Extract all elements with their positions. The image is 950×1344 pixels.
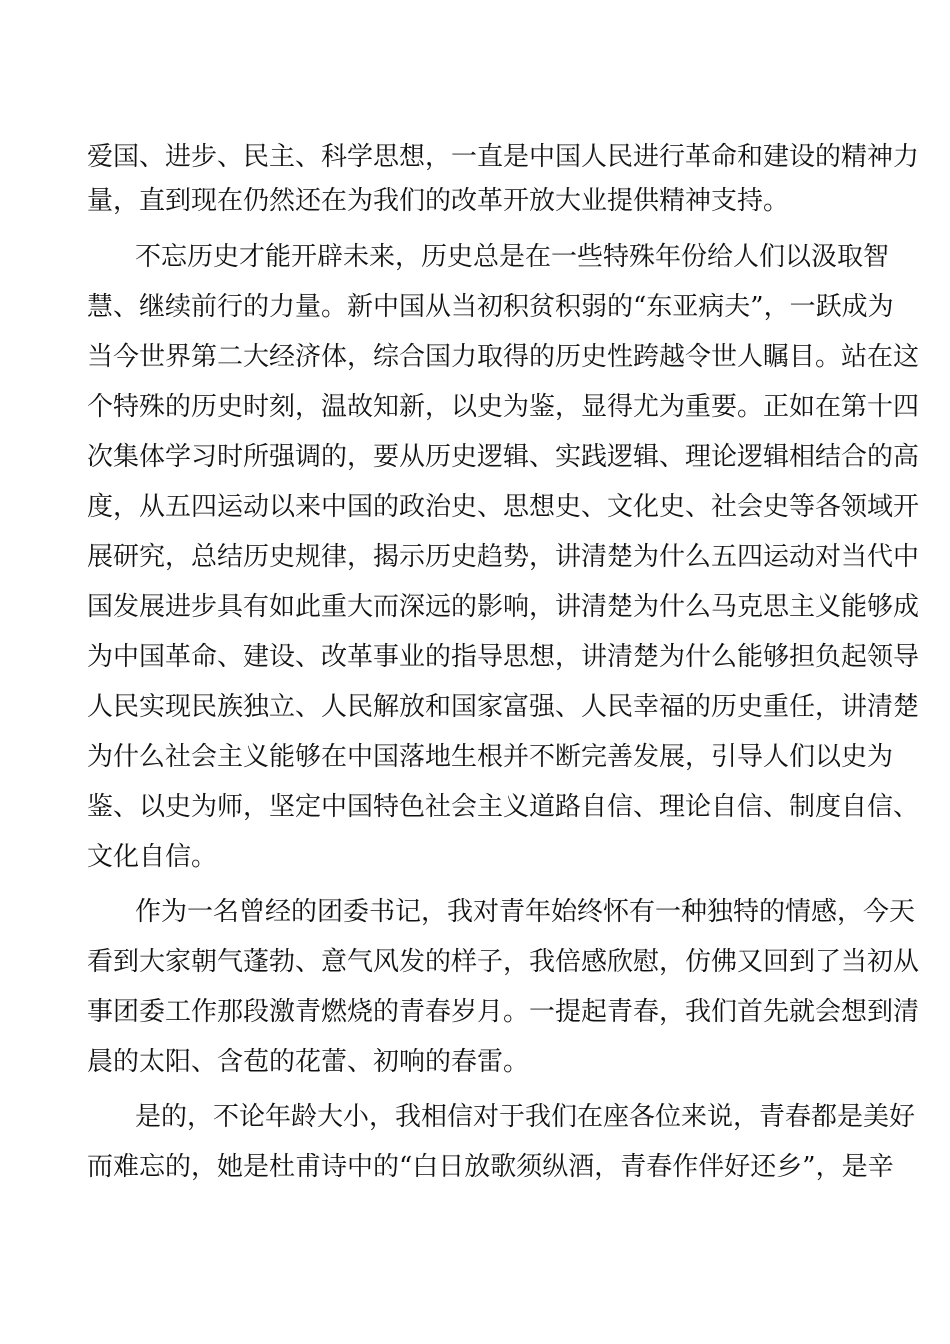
paragraph-line: 作为一名曾经的团委书记，我对青年始终怀有一种独特的情感，今天 — [135, 897, 916, 927]
paragraph-line: 是的，不论年龄大小，我相信对于我们在座各位来说，青春都是美好 — [135, 1102, 916, 1132]
paragraph-line: 晨的太阳、含苞的花蕾、初响的春雷。 — [87, 1047, 530, 1077]
paragraph-line: 文化自信。 — [87, 842, 218, 872]
paragraph-line: 不忘历史才能开辟未来，历史总是在一些特殊年份给人们以汲取智 — [135, 242, 890, 272]
paragraph-line: 个特殊的历史时刻，温故知新，以史为鉴，显得尤为重要。正如在第十四 — [87, 392, 920, 422]
paragraph-line: 事团委工作那段激青燃烧的青春岁月。一提起青春，我们首先就会想到清 — [87, 997, 920, 1027]
paragraph-line: 国发展进步具有如此重大而深远的影响，讲清楚为什么马克思主义能够成 — [87, 592, 920, 622]
paragraph-line: 鉴、以史为师，坚定中国特色社会主义道路自信、理论自信、制度自信、 — [87, 792, 920, 822]
paragraph-line: 量，直到现在仍然还在为我们的改革开放大业提供精神支持。 — [87, 186, 790, 216]
paragraph-line: 度，从五四运动以来中国的政治史、思想史、文化史、社会史等各领域开 — [87, 492, 920, 522]
paragraph-line: 慧、继续前行的力量。新中国从当初积贫积弱的“东亚病夫”，一跃成为 — [87, 292, 894, 322]
paragraph-line: 为中国革命、建设、改革事业的指导思想，讲清楚为什么能够担负起领导 — [87, 642, 920, 672]
paragraph-line: 人民实现民族独立、人民解放和国家富强、人民幸福的历史重任，讲清楚 — [87, 692, 920, 722]
paragraph-line: 为什么社会主义能够在中国落地生根并不断完善发展，引导人们以史为 — [87, 742, 894, 772]
paragraph-line: 展研究，总结历史规律，揭示历史趋势，讲清楚为什么五四运动对当代中 — [87, 542, 920, 572]
paragraph-line: 而难忘的，她是杜甫诗中的“白日放歌须纵酒，青春作伴好还乡”，是辛 — [87, 1152, 894, 1182]
paragraph-line: 当今世界第二大经济体，综合国力取得的历史性跨越令世人瞩目。站在这 — [87, 342, 920, 372]
paragraph-line: 看到大家朝气蓬勃、意气风发的样子，我倍感欣慰，仿佛又回到了当初从 — [87, 947, 920, 977]
paragraph-line: 次集体学习时所强调的，要从历史逻辑、实践逻辑、理论逻辑相结合的高 — [87, 442, 920, 472]
paragraph-line: 爱国、进步、民主、科学思想，一直是中国人民进行革命和建设的精神力 — [87, 142, 920, 172]
